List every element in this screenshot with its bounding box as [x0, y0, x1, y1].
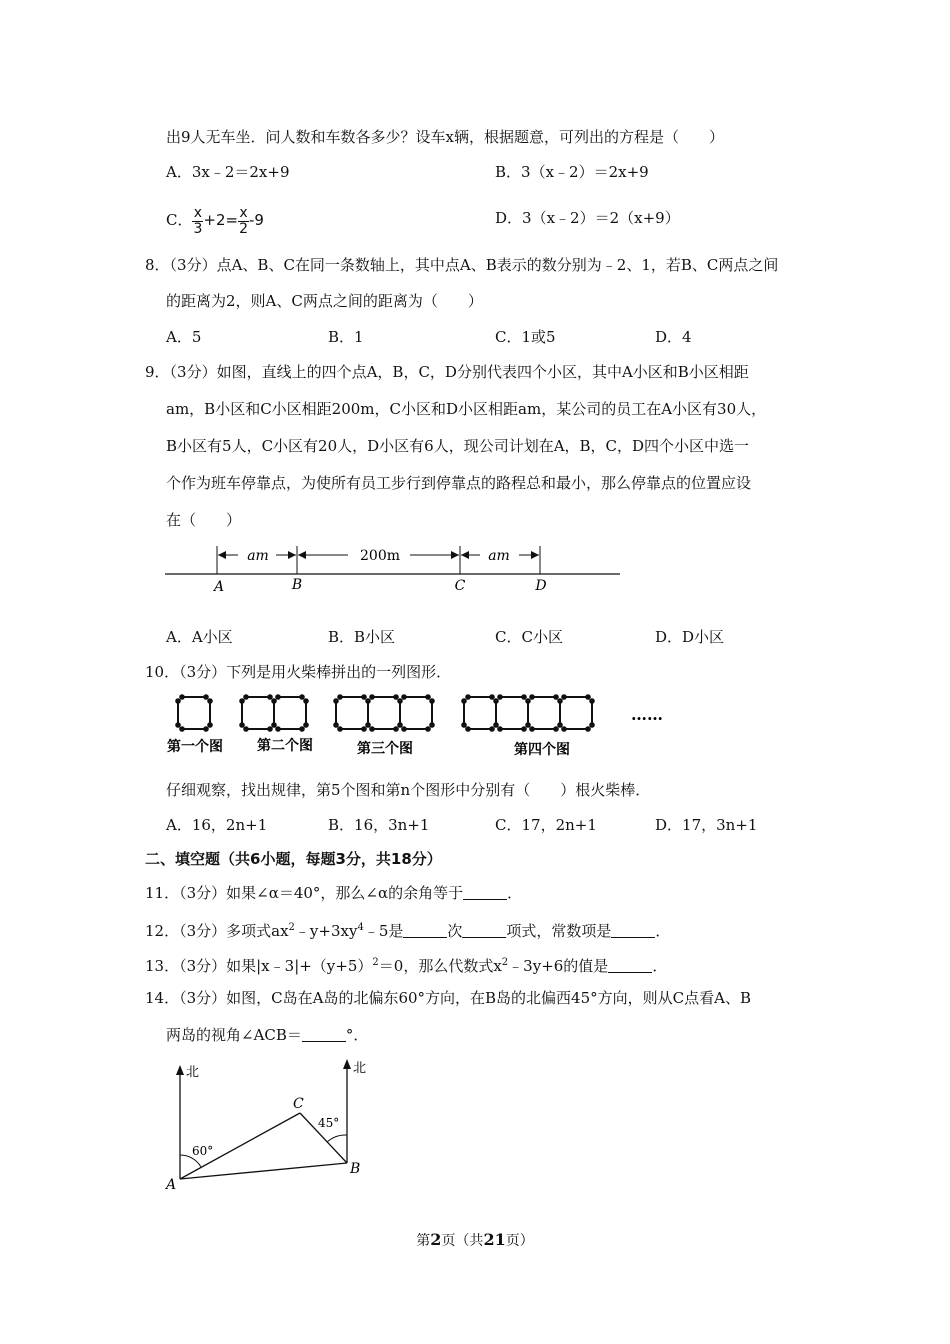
current-page-number: 2 [430, 1230, 442, 1249]
q14-islands-figure [160, 1055, 380, 1195]
matchstick-head [494, 699, 498, 703]
matchstick-head [370, 695, 374, 699]
q9-option-d: D．D小区 [655, 628, 725, 646]
figure-point-a: A [166, 1177, 177, 1193]
matchstick-head [272, 699, 276, 703]
matchstick-head [522, 727, 526, 731]
q14-stem-line2: 两岛的视角∠ACB＝ °． [166, 1026, 369, 1044]
matchstick-head [276, 727, 280, 731]
figure-ellipsis: …… [631, 705, 663, 724]
matchstick-head [268, 695, 272, 699]
north-label-a: 北 [186, 1065, 200, 1080]
matchstick-head [208, 723, 212, 727]
matchstick-head [590, 699, 594, 703]
matchstick-head [586, 727, 590, 731]
q9-option-b: B．B小区 [328, 628, 396, 646]
q12-answer-blank-1 [403, 923, 447, 938]
fraction-x-over-3: $\frac{x}{3}$ [193, 204, 203, 237]
fraction-x-over-2: $\frac{x}{2}$ [239, 204, 249, 237]
matchstick-head [370, 727, 374, 731]
q7-option-c: C． $\frac{x}{3}$ +2= $\frac{x}{2}$ -9 [166, 204, 264, 237]
q13-answer-blank [608, 958, 652, 973]
q9-stem-line4: 个作为班车停靠点，为使所有员工步行到停靠点的路程总和最小，那么停靠点的位置应设 [166, 474, 752, 492]
section-2-title: 二、填空题（共6小题，每题3分，共18分） [145, 850, 442, 868]
figure-seg-bc-label: 200m [360, 548, 400, 564]
angle-label-a: 60° [192, 1144, 214, 1158]
matchstick-head [180, 695, 184, 699]
matchstick-head [522, 695, 526, 699]
q9-option-c: C．C小区 [495, 628, 563, 646]
figure-point-d: D [535, 578, 547, 594]
matchstick-head [304, 699, 308, 703]
q7-option-b: B．3（x﹣2）＝2x+9 [495, 163, 649, 181]
matchstick-head [244, 727, 248, 731]
matchstick-head [362, 727, 366, 731]
matchstick-head [362, 695, 366, 699]
matchstick-head [276, 695, 280, 699]
matchstick-head [180, 727, 184, 731]
q14-answer-blank [302, 1027, 346, 1042]
figure-point-a: A [213, 579, 225, 595]
q7-option-a: A．3x﹣2＝2x+9 [166, 163, 290, 181]
q9-stem-line2: am，B小区和C小区相距200m，C小区和D小区相距am，某公司的员工在A小区有30人， [166, 400, 767, 418]
figure-seg-cd-label: am [488, 548, 510, 564]
matchstick-head [554, 727, 558, 731]
matchstick-head [304, 723, 308, 727]
matchstick-head [398, 699, 402, 703]
q9-stem-line5: 在（ ） [166, 511, 242, 529]
q10-option-d: D．17，3n+1 [655, 816, 758, 834]
matchstick-head [554, 695, 558, 699]
q8-option-d: D．4 [655, 328, 692, 346]
matchstick-head [558, 723, 562, 727]
q10-matchstick-figure [160, 688, 680, 758]
matchstick-head [498, 695, 502, 699]
matchstick-head [402, 727, 406, 731]
matchstick-squares [176, 695, 594, 731]
figure-seg-ab-label: am [247, 548, 269, 564]
q8-stem-line1: 8．（3分）点A、B、C在同一条数轴上，其中点A、B表示的数分别为﹣2、1，若B、C两点之间 [145, 256, 779, 274]
q7-stem: 出9人无车坐．问人数和车数各多少？设车x辆，根据题意，可列出的方程是（ ） [166, 128, 725, 146]
matchstick-head [208, 699, 212, 703]
total-pages-number: 21 [483, 1230, 506, 1249]
matchstick-head [176, 699, 180, 703]
q8-option-c: C．1或5 [495, 328, 556, 346]
q9-number-line-figure [160, 540, 630, 600]
matchstick-head [462, 723, 466, 727]
q13-stem: 13．（3分）如果$|x﹣3|+(y+5)^2=0$，那么代数式$x^2﹣3y+6$的值是 ． [145, 957, 668, 975]
matchstick-head [394, 727, 398, 731]
q8-stem-line2: 的距离为2，则A、C两点之间的距离为（ ） [166, 292, 483, 310]
matchstick-head [462, 699, 466, 703]
matchstick-head [268, 727, 272, 731]
matchstick-head [204, 695, 208, 699]
q7-option-d: D．3（x﹣2）＝2（x+9） [495, 209, 680, 227]
q9-option-a: A．A小区 [166, 628, 233, 646]
figure-label-3: 第三个图 [357, 741, 413, 757]
matchstick-head [338, 727, 342, 731]
q8-option-a: A．5 [166, 328, 202, 346]
matchstick-head [494, 723, 498, 727]
page-footer: 第2页（共21页） [416, 1230, 534, 1249]
figure-point-b: B [291, 577, 303, 593]
matchstick-head [366, 699, 370, 703]
figure-point-c: C [293, 1096, 304, 1112]
q14-stem-line1: 14．（3分）如图，C岛在A岛的北偏东60°方向，在B岛的北偏西45°方向，则从C点看A、B [145, 989, 751, 1007]
q12-stem: 12．（3分）多项式$ax^2﹣y+3xy^4﹣5$是 次 项式，常数项是 ． [145, 922, 671, 940]
matchstick-head [498, 727, 502, 731]
matchstick-head [562, 727, 566, 731]
matchstick-head [430, 723, 434, 727]
matchstick-head [530, 727, 534, 731]
matchstick-head [490, 695, 494, 699]
north-label-b: 北 [353, 1061, 367, 1076]
matchstick-head [430, 699, 434, 703]
matchstick-head [586, 695, 590, 699]
q10-option-a: A．16，2n+1 [166, 816, 268, 834]
matchstick-head [300, 727, 304, 731]
matchstick-head [526, 723, 530, 727]
matchstick-head [244, 695, 248, 699]
matchstick-head [334, 723, 338, 727]
matchstick-head [204, 727, 208, 731]
matchstick-head [590, 723, 594, 727]
matchstick-head [176, 723, 180, 727]
q12-answer-blank-2 [462, 923, 506, 938]
figure-label-1: 第一个图 [167, 739, 223, 755]
q12-answer-blank-3 [611, 923, 655, 938]
matchstick-head [366, 723, 370, 727]
q8-option-b: B．1 [328, 328, 364, 346]
matchstick-head [562, 695, 566, 699]
matchstick-head [240, 699, 244, 703]
matchstick-head [526, 699, 530, 703]
q11-answer-blank [463, 885, 507, 900]
matchstick-head [426, 727, 430, 731]
matchstick-head [334, 699, 338, 703]
matchstick-head [272, 723, 276, 727]
matchstick-head [490, 727, 494, 731]
q10-option-b: B．16，3n+1 [328, 816, 430, 834]
figure-point-c: C [454, 578, 466, 594]
q11-stem: 11．（3分）如果∠α＝40°，那么∠α的余角等于 ． [145, 884, 523, 902]
matchstick-head [240, 723, 244, 727]
matchstick-head [466, 727, 470, 731]
matchstick-head [300, 695, 304, 699]
angle-label-b: 45° [318, 1116, 340, 1130]
q9-stem-line3: B小区有5人，C小区有20人，D小区有6人，现公司计划在A，B，C，D四个小区中选一 [166, 437, 750, 455]
q10-option-c: C．17，2n+1 [495, 816, 597, 834]
matchstick-head [426, 695, 430, 699]
matchstick-head [530, 695, 534, 699]
matchstick-head [558, 699, 562, 703]
matchstick-head [338, 695, 342, 699]
matchstick-head [398, 723, 402, 727]
q9-stem-line1: 9．（3分）如图，直线上的四个点A，B，C，D分别代表四个小区，其中A小区和B小区相距 [145, 363, 749, 381]
matchstick-head [466, 695, 470, 699]
matchstick-head [394, 695, 398, 699]
matchstick-head [402, 695, 406, 699]
q10-stem-line2: 仔细观察，找出规律，第5个图和第n个图形中分别有（ ）根火柴棒． [166, 781, 651, 799]
figure-point-b: B [350, 1161, 361, 1177]
q10-stem-line1: 10．（3分）下列是用火柴棒拼出的一列图形． [145, 663, 452, 681]
figure-label-4: 第四个图 [514, 742, 570, 758]
figure-label-2: 第二个图 [257, 738, 313, 754]
